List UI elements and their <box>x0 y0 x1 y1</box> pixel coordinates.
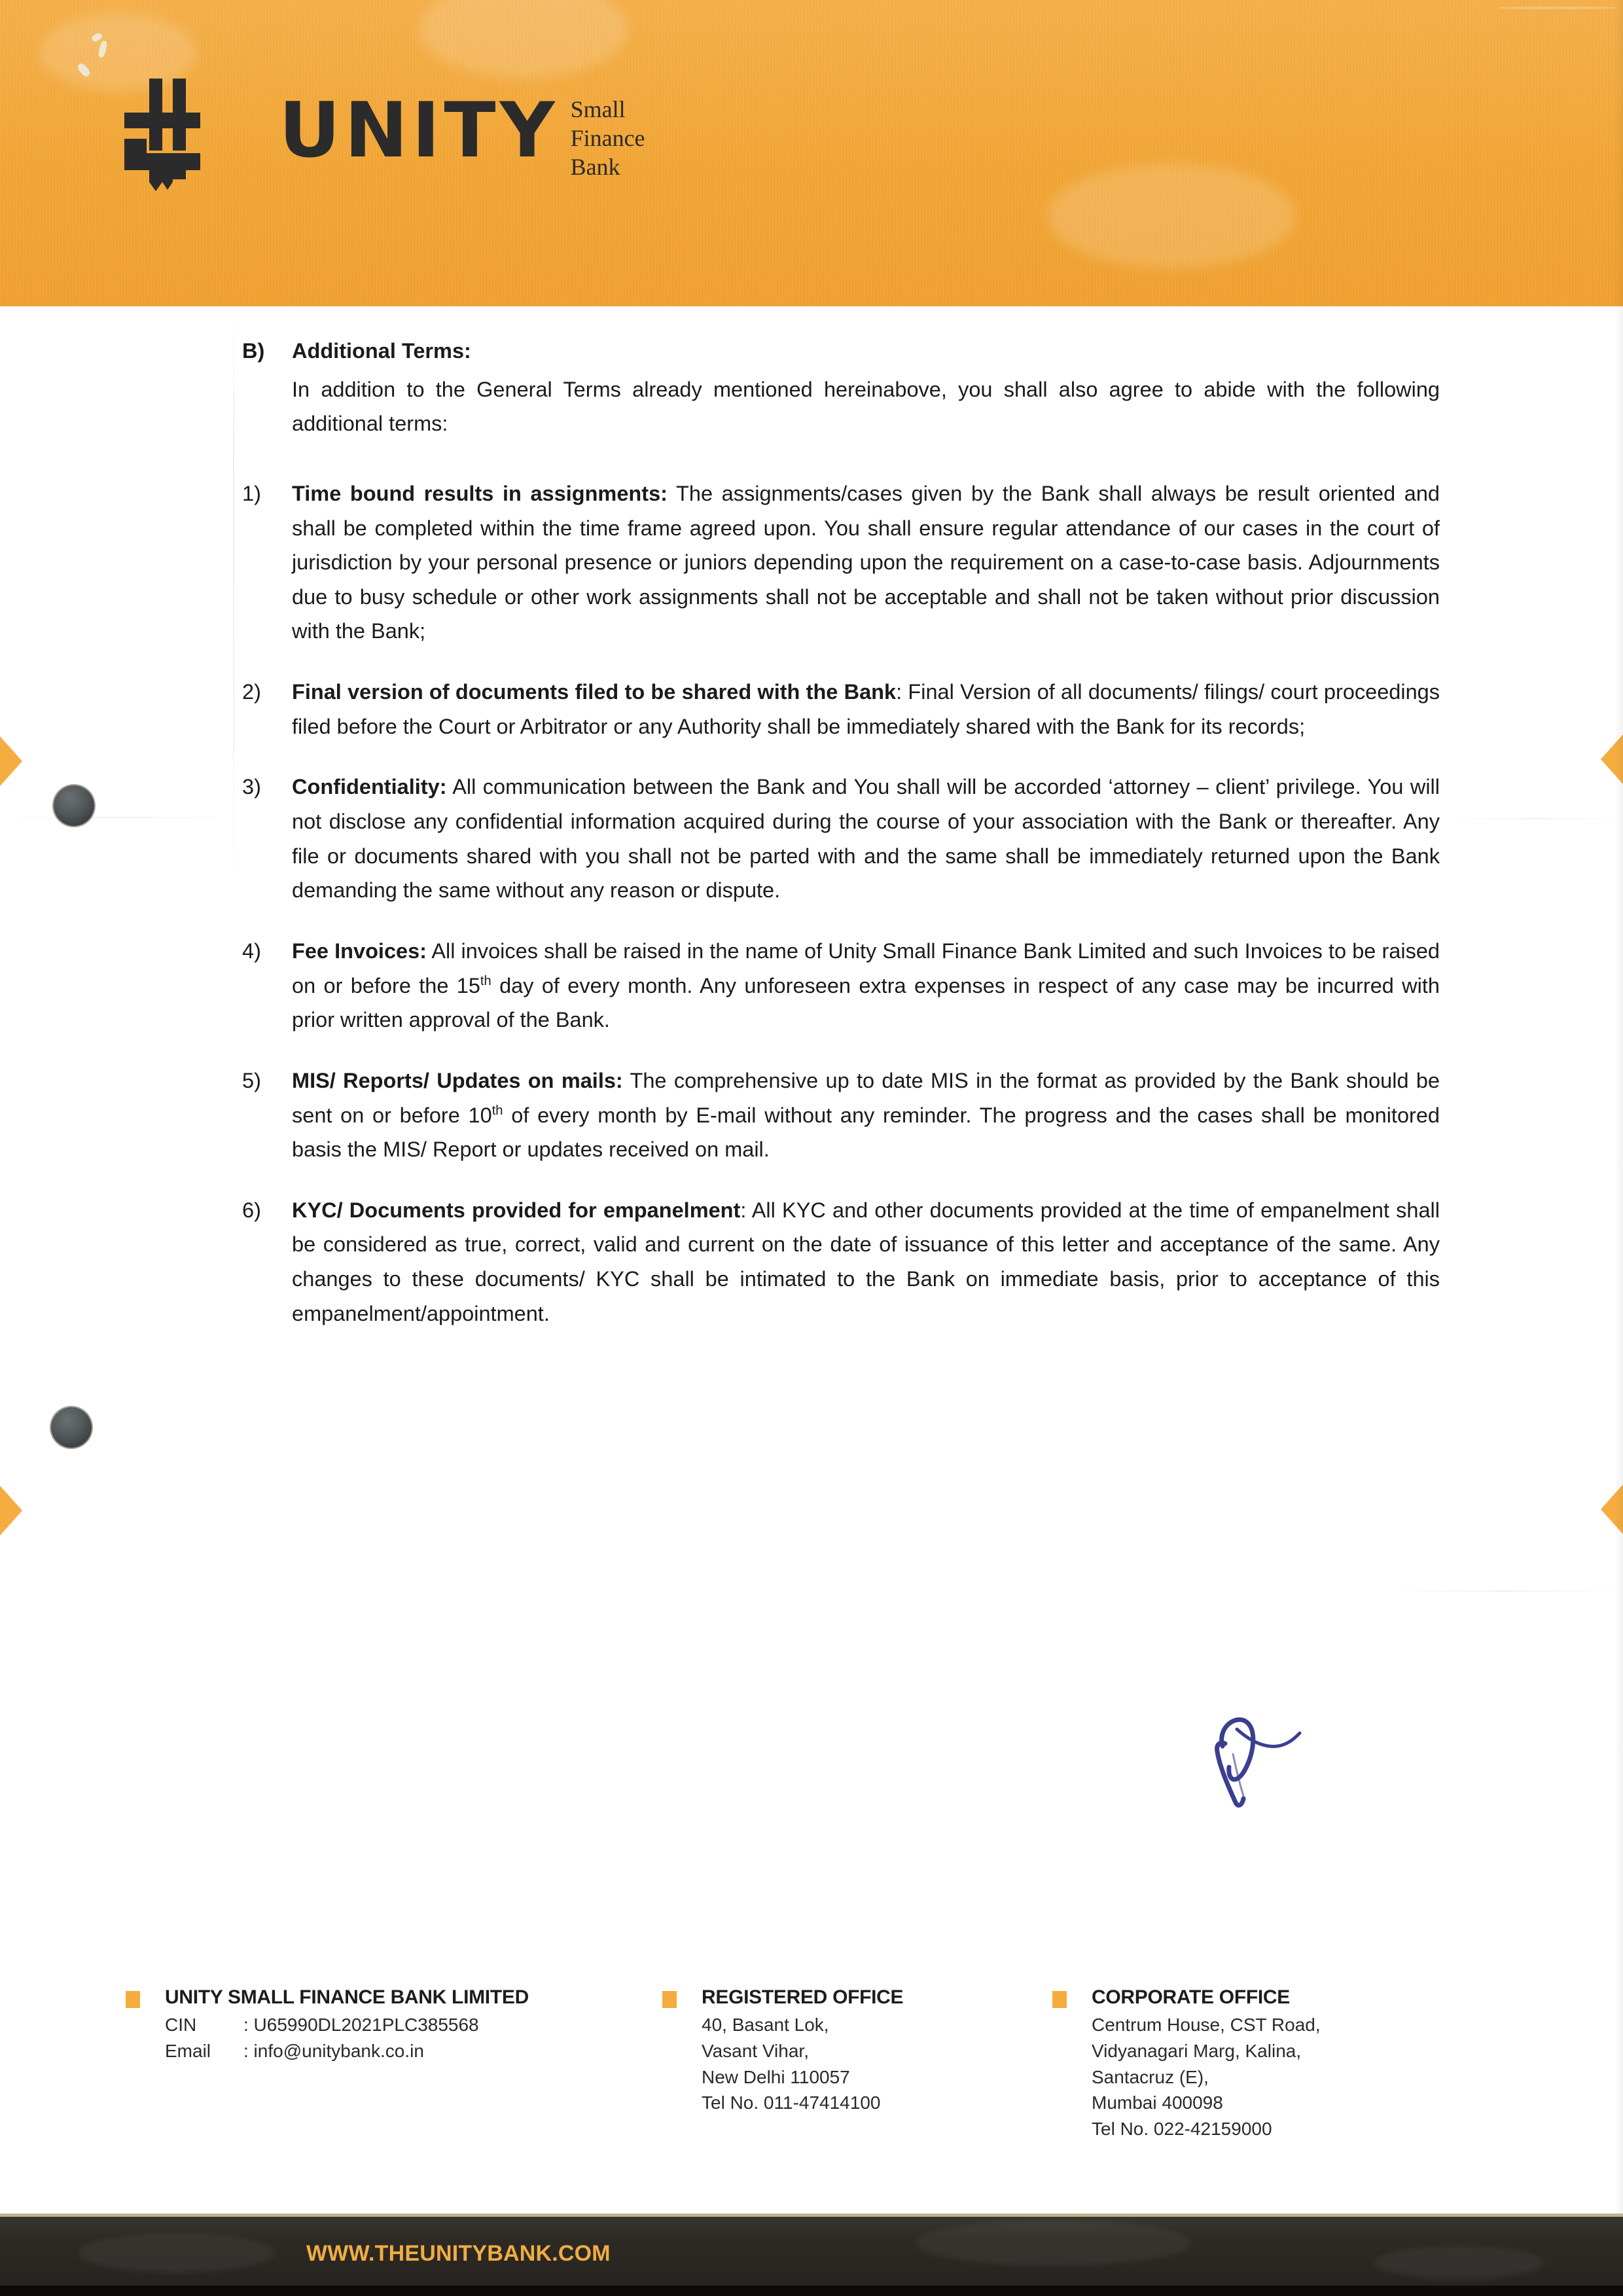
clause-3-marker: 3) <box>242 775 261 799</box>
logo-wordmark: UNITY <box>279 86 559 175</box>
footer-email-row <box>165 2038 529 2064</box>
footer-cin-value: : U65990DL2021PLC385568 <box>243 2015 479 2035</box>
footer-email-value[interactable]: : info@unitybank.co.in <box>243 2040 424 2061</box>
footer-corporate-office-title: CORPORATE OFFICE <box>1092 1986 1290 2008</box>
edge-marker-left-upper <box>0 736 22 786</box>
clause-6-body: : All KYC and other documents provided at the time of empanelment shall be considered as true, correct, valid and current on the date of issuance of this letter and acceptance of the same. Any changes to these documents/ KYC shall be intimated to the Bank on immediate basis, prior to acceptance of this empanelment/appointment. <box>292 1198 1440 1325</box>
footer-registered-office-title: REGISTERED OFFICE <box>702 1986 904 2008</box>
section-b-marker: B) <box>242 339 265 363</box>
paper-crease-horizontal-lower <box>1446 818 1623 819</box>
clause-5-title: MIS/ Reports/ Updates on mails: <box>292 1068 623 1092</box>
footer-registered-office-line: New Delhi 110057 <box>702 2066 850 2087</box>
clause-2-marker: 2) <box>242 680 261 704</box>
clause-4-body-pre: All invoices shall be raised in the name of Unity Small Finance Bank Limited and such Invoices to be raised on or before the 15 <box>292 939 1440 997</box>
logo-sub-line-3: Bank <box>570 153 620 180</box>
punch-hole-lower <box>51 1407 92 1448</box>
footer-registered-office-line: 40, Basant Lok, <box>702 2015 829 2035</box>
footer-company-column <box>126 1986 529 2064</box>
clause-3-title: Confidentiality: <box>292 775 447 799</box>
clause-1-title: Time bound results in assignments: <box>292 481 668 505</box>
clause-1 <box>242 476 1440 649</box>
bullet-square-icon <box>662 1991 677 2008</box>
clause-6-title: KYC/ Documents provided for empanelment <box>292 1198 741 1222</box>
clause-1-body: The assignments/cases given by the Bank shall always be result oriented and shall be completed within the time frame agreed upon. You shall ensure regular attendance of our cases in the court of jurisdiction by your personal presence or juniors depending upon the requirement on a case-to-case basis. Adjournments due to busy schedule or other work assignments shall not be acceptable and shall not be taken without prior discussion with the Bank; <box>292 481 1440 643</box>
section-b-heading: Additional Terms: <box>292 339 471 363</box>
footer-registered-office-line: Vasant Vihar, <box>702 2040 809 2061</box>
clause-3-body: All communication between the Bank and You shall will be accorded ‘attorney – client’ privilege. You will not disclose any confidential information acquired during the course of your association with the Bank or thereafter. Any file or documents shared with you shall not be parted with and the same shall be immediately returned upon the Bank demanding the same without any reason or dispute. <box>292 775 1440 903</box>
paper-crease-vertical <box>233 308 234 897</box>
footer-cin-label: CIN <box>165 2015 197 2035</box>
unity-bank-logo <box>124 79 645 196</box>
clause-5-body-post: of every month by E-mail without any reminder. The progress and the cases shall be monitored basis the MIS/ Report or updates received on mail. <box>292 1103 1440 1162</box>
punch-hole-upper <box>54 785 94 826</box>
clause-4-marker: 4) <box>242 939 261 963</box>
section-b-intro: In addition to the General Terms already mentioned hereinabove, you shall also agree to abide with the following additional terms: <box>292 377 1440 436</box>
clause-5-body-pre: The comprehensive up to date MIS in the format as provided by the Bank should be sent on or before 10 <box>292 1068 1440 1127</box>
footer-corporate-office-line: Vidyanagari Marg, Kalina, <box>1092 2040 1302 2061</box>
clause-1-marker: 1) <box>242 481 261 505</box>
footer-dark-bar <box>0 2214 1623 2296</box>
header-orange-band <box>0 0 1623 306</box>
clause-4-ordinal-suffix: th <box>480 973 491 988</box>
clause-2-title: Final version of documents filed to be shared with the Bank <box>292 680 897 704</box>
logo-sub-line-1: Small <box>570 96 626 122</box>
footer-cin-row <box>165 2012 529 2038</box>
handwritten-signature <box>1171 1695 1342 1846</box>
clause-2 <box>242 675 1440 744</box>
clause-4-title: Fee Invoices: <box>292 939 427 963</box>
bullet-square-icon <box>126 1991 140 2008</box>
footer-contact-block <box>0 1986 1623 2176</box>
footer-email-label: Email <box>165 2040 211 2061</box>
footer-corporate-office-tel: Tel No. 022-42159000 <box>1092 2119 1272 2139</box>
bullet-square-icon <box>1052 1991 1067 2008</box>
footer-corporate-office-line: Centrum House, CST Road, <box>1092 2015 1321 2035</box>
clause-5-marker: 5) <box>242 1068 261 1092</box>
paper-crease-horizontal-upper <box>0 817 236 818</box>
logo-sub-line-2: Finance <box>570 124 645 151</box>
unity-logo-mark <box>124 79 249 196</box>
logo-subtitle <box>571 96 645 182</box>
website-url[interactable]: WWW.THEUNITYBANK.COM <box>306 2241 611 2266</box>
footer-corporate-office-column <box>1052 1986 1321 2142</box>
clause-3 <box>242 770 1440 908</box>
footer-company-title: UNITY SMALL FINANCE BANK LIMITED <box>165 1986 529 2008</box>
paper-right-edge-shadow <box>1614 0 1623 2296</box>
footer-registered-office-column <box>662 1986 903 2116</box>
clause-6-marker: 6) <box>242 1198 261 1222</box>
document-body <box>242 334 1440 1357</box>
footer-corporate-office-line: Mumbai 400098 <box>1092 2092 1223 2113</box>
paper-crease-horizontal-mid <box>1387 1590 1623 1592</box>
section-b <box>242 334 1440 441</box>
clause-4 <box>242 934 1440 1037</box>
clause-4-body-post: day of every month. Any unforeseen extra expenses in respect of any case may be incurred with prior written approval of the Bank. <box>292 973 1440 1032</box>
clause-5 <box>242 1064 1440 1167</box>
edge-marker-left-lower <box>0 1486 22 1535</box>
clause-5-ordinal-suffix: th <box>491 1103 503 1118</box>
clause-6 <box>242 1193 1440 1331</box>
clause-2-body: : Final Version of all documents/ filings/ court proceedings filed before the Court or Arbitrator or any Authority shall be immediately shared with the Bank for its records; <box>292 680 1440 738</box>
footer-corporate-office-line: Santacruz (E), <box>1092 2066 1209 2087</box>
footer-registered-office-tel: Tel No. 011-47414100 <box>702 2092 881 2113</box>
